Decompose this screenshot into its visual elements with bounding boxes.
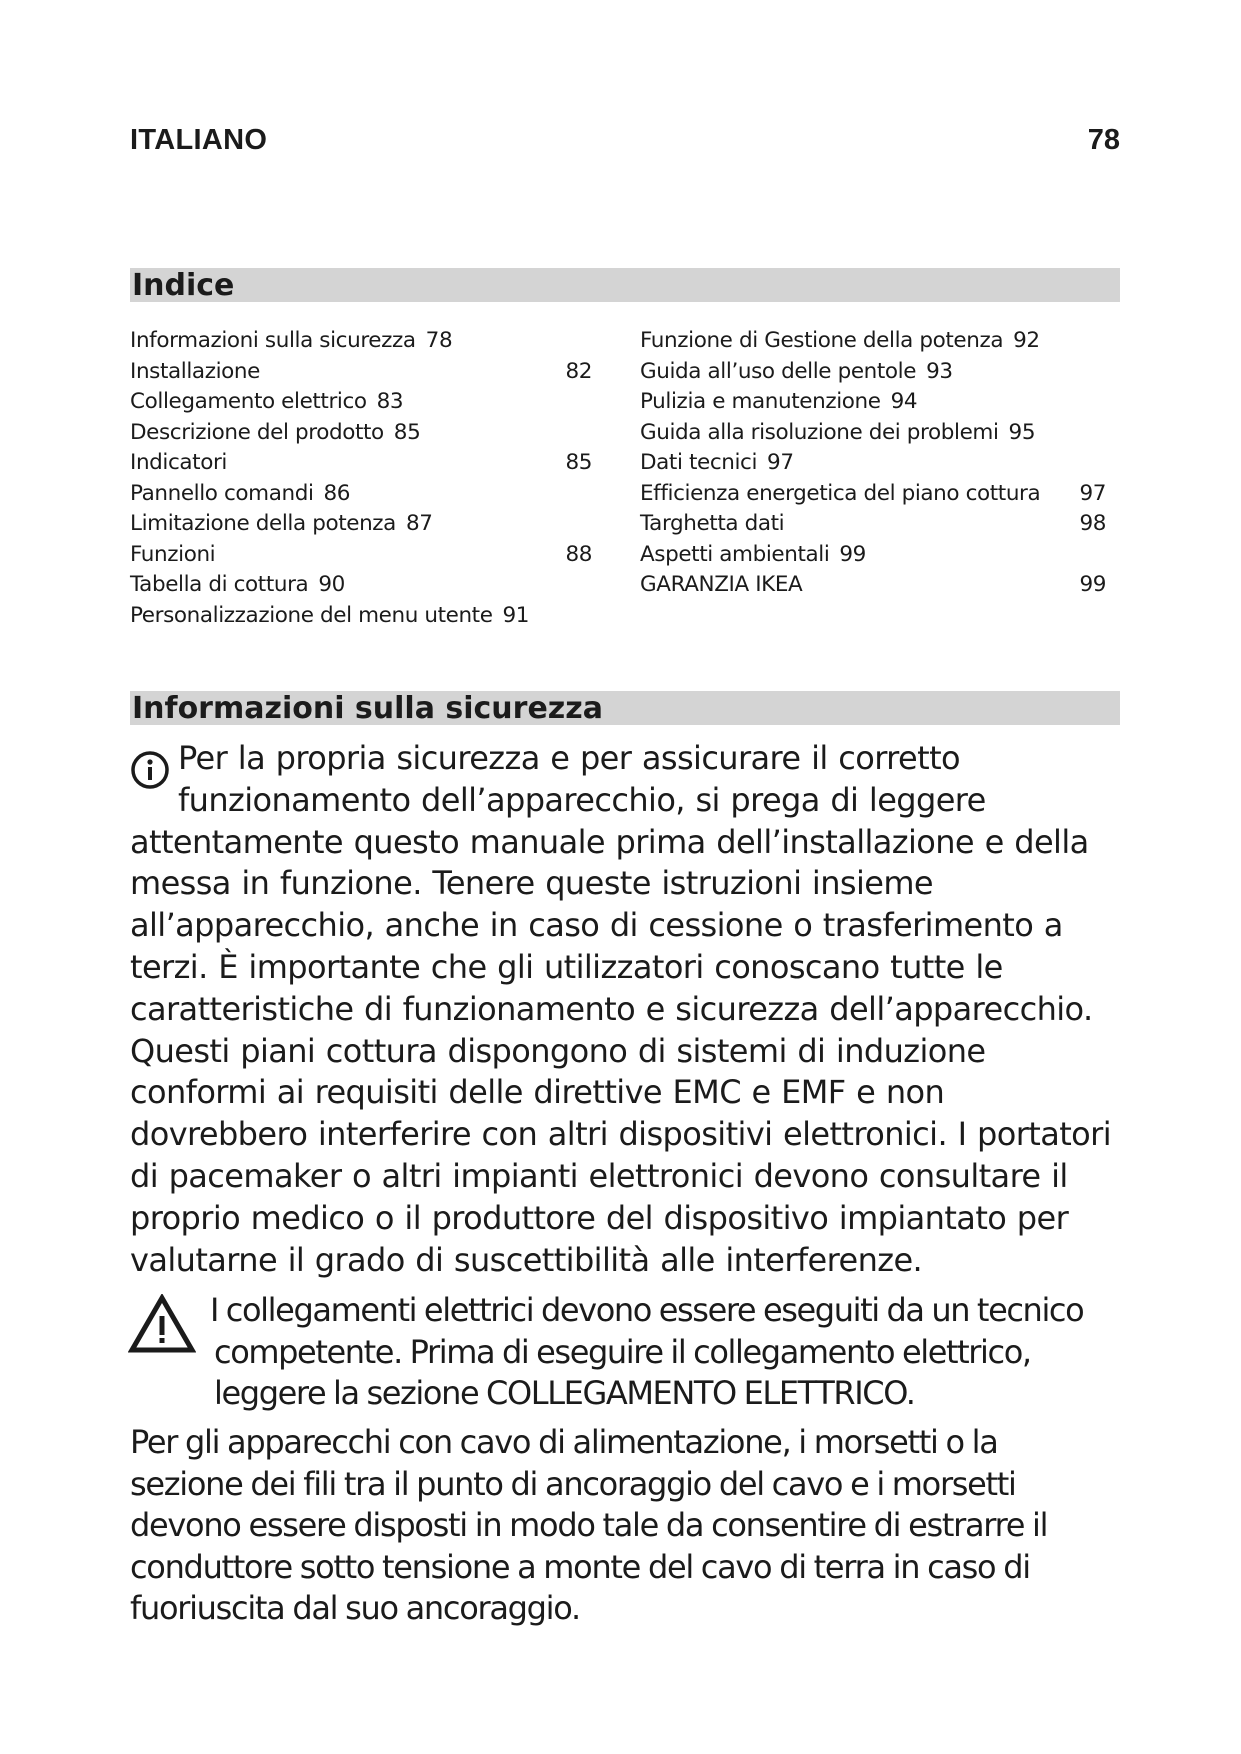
toc-entry-label: Informazioni sulla sicurezza <box>130 328 416 353</box>
paragraph-line: Per la propria sicurezza e per assicurare il corretto <box>178 739 960 777</box>
toc-entry <box>640 387 1106 418</box>
paragraph-line: proprio medico o il produttore del dispositivo impiantato per <box>130 1198 1069 1237</box>
toc-entry-page: 88 <box>565 541 592 567</box>
paragraph-line: competente. Prima di eseguire il collegamento elettrico, <box>214 1332 1031 1371</box>
toc-entry-page: 85 <box>565 450 592 475</box>
toc-entry-page: 97 <box>1079 480 1106 506</box>
paragraph-line: valutarne il grado di suscettibilità alle interferenze. <box>130 1240 923 1279</box>
page-number: 78 <box>1087 124 1120 156</box>
toc-title: Indice <box>132 268 235 303</box>
toc-entry <box>640 418 1106 449</box>
warning-triangle-icon <box>128 1294 196 1354</box>
paragraph-line: devono essere disposti in modo tale da consentire di estrarre il <box>130 1506 1048 1544</box>
toc-entry-page: 78 <box>425 328 453 353</box>
toc-entry-page: 93 <box>926 358 953 384</box>
toc-entry-page: 86 <box>323 480 351 506</box>
toc-entry <box>130 540 592 571</box>
toc-entry <box>640 509 1106 540</box>
paragraph-line: di pacemaker o altri impianti elettronici devono consultare il <box>130 1156 1068 1195</box>
toc-entry-page: 95 <box>1008 419 1036 445</box>
toc-entry-label: Efficienza energetica del piano cottura <box>640 480 1041 506</box>
toc-entry-page: 99 <box>1079 572 1106 597</box>
toc-entry-label: Installazione <box>130 358 260 384</box>
toc-entry-label: Funzione di Gestione della potenza <box>640 328 1004 353</box>
toc-entry-label: Guida alla risoluzione dei problemi <box>640 419 999 445</box>
safety-title: Informazioni sulla sicurezza <box>132 691 603 726</box>
toc-entry-page: 97 <box>767 450 794 475</box>
paragraph-line: conduttore sotto tensione a monte del cavo di terra in caso di <box>130 1547 1030 1586</box>
toc-entry <box>130 601 592 632</box>
paragraph-line: messa in funzione. Tenere queste istruzioni insieme <box>130 864 934 903</box>
toc-entry-label: Targhetta dati <box>640 511 785 536</box>
toc-entry-page: 94 <box>890 389 918 414</box>
toc-entry <box>640 570 1106 601</box>
toc-entry <box>640 540 1106 571</box>
toc-entry <box>640 479 1106 510</box>
toc-heading-bar <box>130 268 1120 302</box>
toc-right-column <box>640 326 1106 601</box>
electrical-warning-paragraph <box>210 1290 1130 1415</box>
toc-left-column <box>130 326 592 631</box>
toc-entry <box>640 326 1106 357</box>
toc-entry-label: Pulizia e manutenzione <box>640 389 881 414</box>
paragraph-line: attentamente questo manuale prima dell’installazione e della <box>130 822 1089 861</box>
toc-entry-page: 82 <box>565 358 592 384</box>
toc-entry-label: Personalizzazione del menu utente <box>130 602 493 628</box>
toc-entry-page: 90 <box>318 572 345 597</box>
paragraph-line: funzionamento dell’apparecchio, si prega di leggere <box>178 780 986 819</box>
toc-entry-label: Pannello comandi <box>130 480 314 506</box>
toc-entry-page: 99 <box>839 541 866 567</box>
language-label: ITALIANO <box>130 124 268 156</box>
toc-entry <box>130 509 592 540</box>
toc-entry-page: 83 <box>376 389 404 414</box>
toc-entry-page: 92 <box>1013 328 1040 353</box>
toc-entry <box>130 387 592 418</box>
power-cable-paragraph <box>130 1422 1130 1630</box>
toc-entry-label: Descrizione del prodotto <box>130 419 384 445</box>
toc-entry-label: Guida all’uso delle pentole <box>640 358 917 384</box>
toc-entry-label: Tabella di cottura <box>130 572 309 597</box>
toc-entry-label: GARANZIA IKEA <box>640 572 803 597</box>
paragraph-line: terzi. È importante che gli utilizzatori conoscano tutte le <box>130 947 1003 986</box>
toc-entry-page: 91 <box>502 602 530 628</box>
paragraph-line: conformi ai requisiti delle direttive EMC e EMF e non <box>130 1073 945 1112</box>
toc-entry <box>640 448 1106 479</box>
toc-entry <box>130 326 592 357</box>
paragraph-line: Questi piani cottura dispongono di sistemi di induzione <box>130 1031 986 1070</box>
toc-entry-label: Limitazione della potenza <box>130 511 396 536</box>
paragraph-line: Per gli apparecchi con cavo di alimentazione, i morsetti o la <box>130 1423 998 1461</box>
paragraph-line: dovrebbero interferire con altri dispositivi elettronici. I portatori <box>130 1115 1111 1154</box>
paragraph-line: I collegamenti elettrici devono essere eseguiti da un tecnico <box>210 1291 1084 1329</box>
paragraph-line: caratteristiche di funzionamento e sicurezza dell’apparecchio. <box>130 989 1093 1028</box>
toc-entry <box>640 357 1106 388</box>
toc-entry <box>130 479 592 510</box>
toc-entry-label: Funzioni <box>130 541 216 567</box>
page-header <box>130 124 1120 164</box>
paragraph-line: leggere la sezione COLLEGAMENTO ELETTRICO. <box>214 1374 915 1412</box>
toc-entry-label: Indicatori <box>130 450 227 475</box>
toc-entry-label: Dati tecnici <box>640 450 758 475</box>
safety-intro-paragraph <box>130 738 1130 1281</box>
toc-entry-label: Aspetti ambientali <box>640 541 830 567</box>
paragraph-line: sezione dei fili tra il punto di ancoraggio del cavo e i morsetti <box>130 1464 1016 1503</box>
paragraph-line: all’apparecchio, anche in caso di cessione o trasferimento a <box>130 906 1063 945</box>
toc-entry-label: Collegamento elettrico <box>130 389 367 414</box>
toc-entry-page: 87 <box>405 511 433 536</box>
toc-entry <box>130 357 592 388</box>
safety-heading-bar <box>130 691 1120 725</box>
toc-entry-page: 98 <box>1079 511 1106 536</box>
toc-entry-page: 85 <box>393 419 421 445</box>
toc-entry <box>130 570 592 601</box>
toc-entry <box>130 418 592 449</box>
toc-entry <box>130 448 592 479</box>
paragraph-line: fuoriuscita dal suo ancoraggio. <box>130 1589 580 1627</box>
